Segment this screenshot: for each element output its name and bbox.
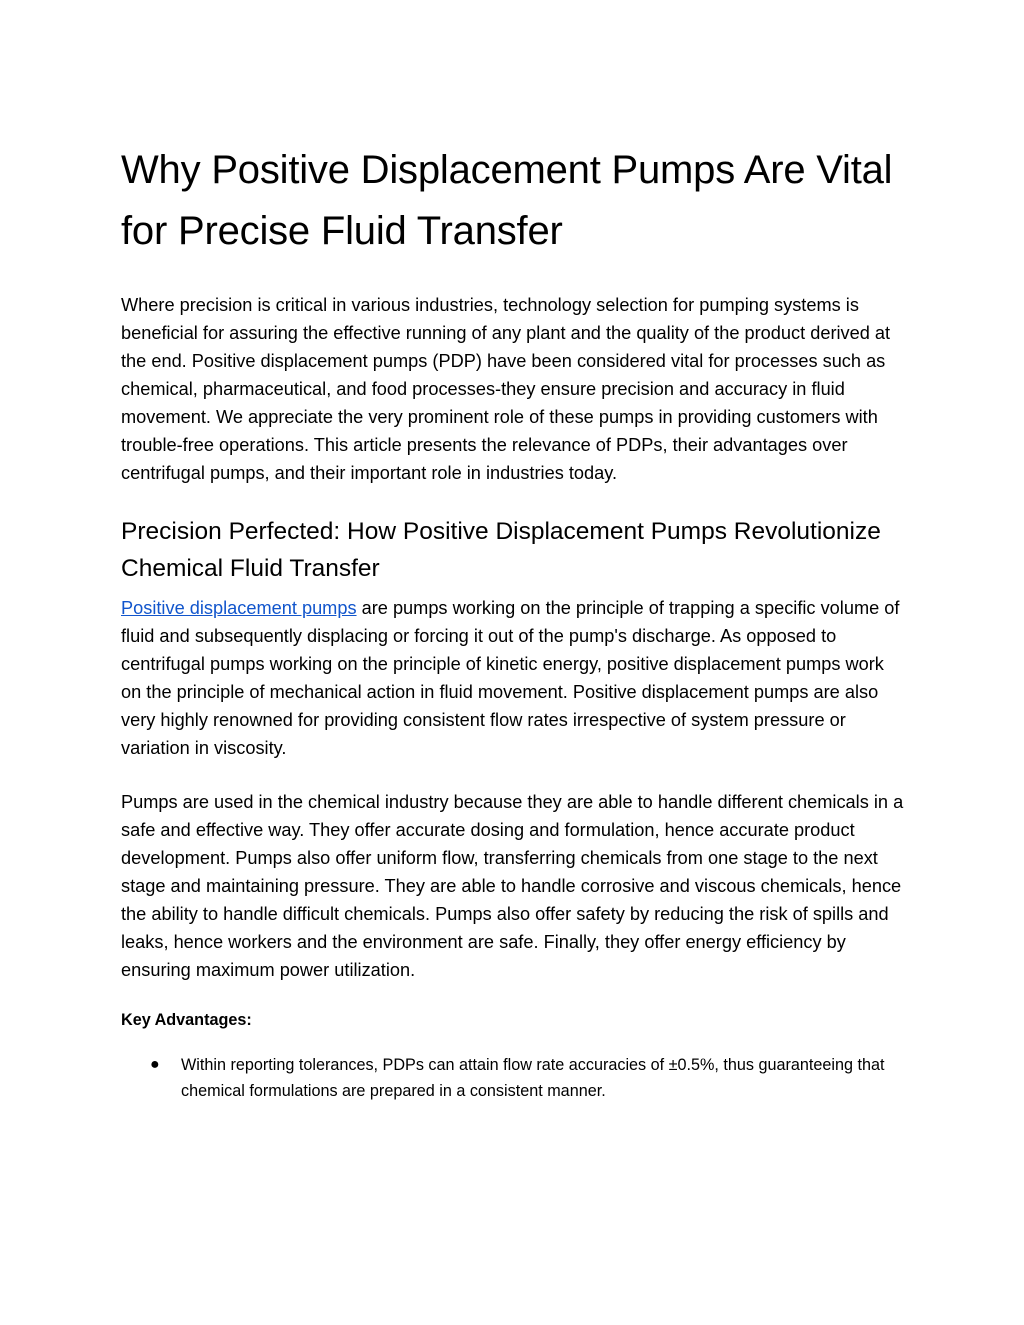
key-advantages-label: Key Advantages: bbox=[121, 1011, 252, 1029]
section-paragraph-1-text: are pumps working on the principle of trapping a specific volume of fluid and subsequently displacing or forcing it out of the pump's discharge. As opposed to centrifugal pumps working on the principle of kinetic energy, positive displacement pumps work on the principle of mechanical action in fluid movement. Positive displacement pumps are also very highly renowned for providing consistent flow rates irrespective of system pressure or variation in viscosity. bbox=[121, 598, 900, 758]
section-heading: Precision Perfected: How Positive Displacement Pumps Revolutionize Chemical Fluid Transfer bbox=[121, 518, 881, 582]
list-item bbox=[121, 1052, 907, 1104]
advantage-text: Within reporting tolerances, PDPs can attain flow rate accuracies of ±0.5%, thus guaranteeing that chemical formulations are prepared in a consistent manner. bbox=[181, 1056, 885, 1100]
bullet-icon: ● bbox=[150, 1056, 160, 1073]
section-paragraph-1 bbox=[121, 594, 907, 762]
document-page bbox=[121, 140, 907, 1104]
intro-paragraph: Where precision is critical in various industries, technology selection for pumping systems is beneficial for assuring the effective running of any plant and the quality of the product derived at the end. Positive displacement pumps (PDP) have been considered vital for processes such as chemical, pharmaceutical, and food processes-they ensure precision and accuracy in fluid movement. We appreciate the very prominent role of these pumps in providing customers with trouble-free operations. This article presents the relevance of PDPs, their advantages over centrifugal pumps, and their important role in industries today. bbox=[121, 295, 891, 483]
advantages-list bbox=[121, 1052, 907, 1104]
document-title: Why Positive Displacement Pumps Are Vital for Precise Fluid Transfer bbox=[121, 148, 893, 253]
positive-displacement-pumps-link[interactable]: Positive displacement pumps bbox=[121, 598, 357, 618]
section-paragraph-2: Pumps are used in the chemical industry because they are able to handle different chemicals in a safe and effective way. They offer accurate dosing and formulation, hence accurate product development. Pumps also offer uniform flow, transferring chemicals from one stage to the next stage and maintaining pressure. They are able to handle corrosive and viscous chemicals, hence the ability to handle difficult chemicals. Pumps also offer safety by reducing the risk of spills and leaks, hence workers and the environment are safe. Finally, they offer energy efficiency by ensuring maximum power utilization. bbox=[121, 792, 904, 980]
